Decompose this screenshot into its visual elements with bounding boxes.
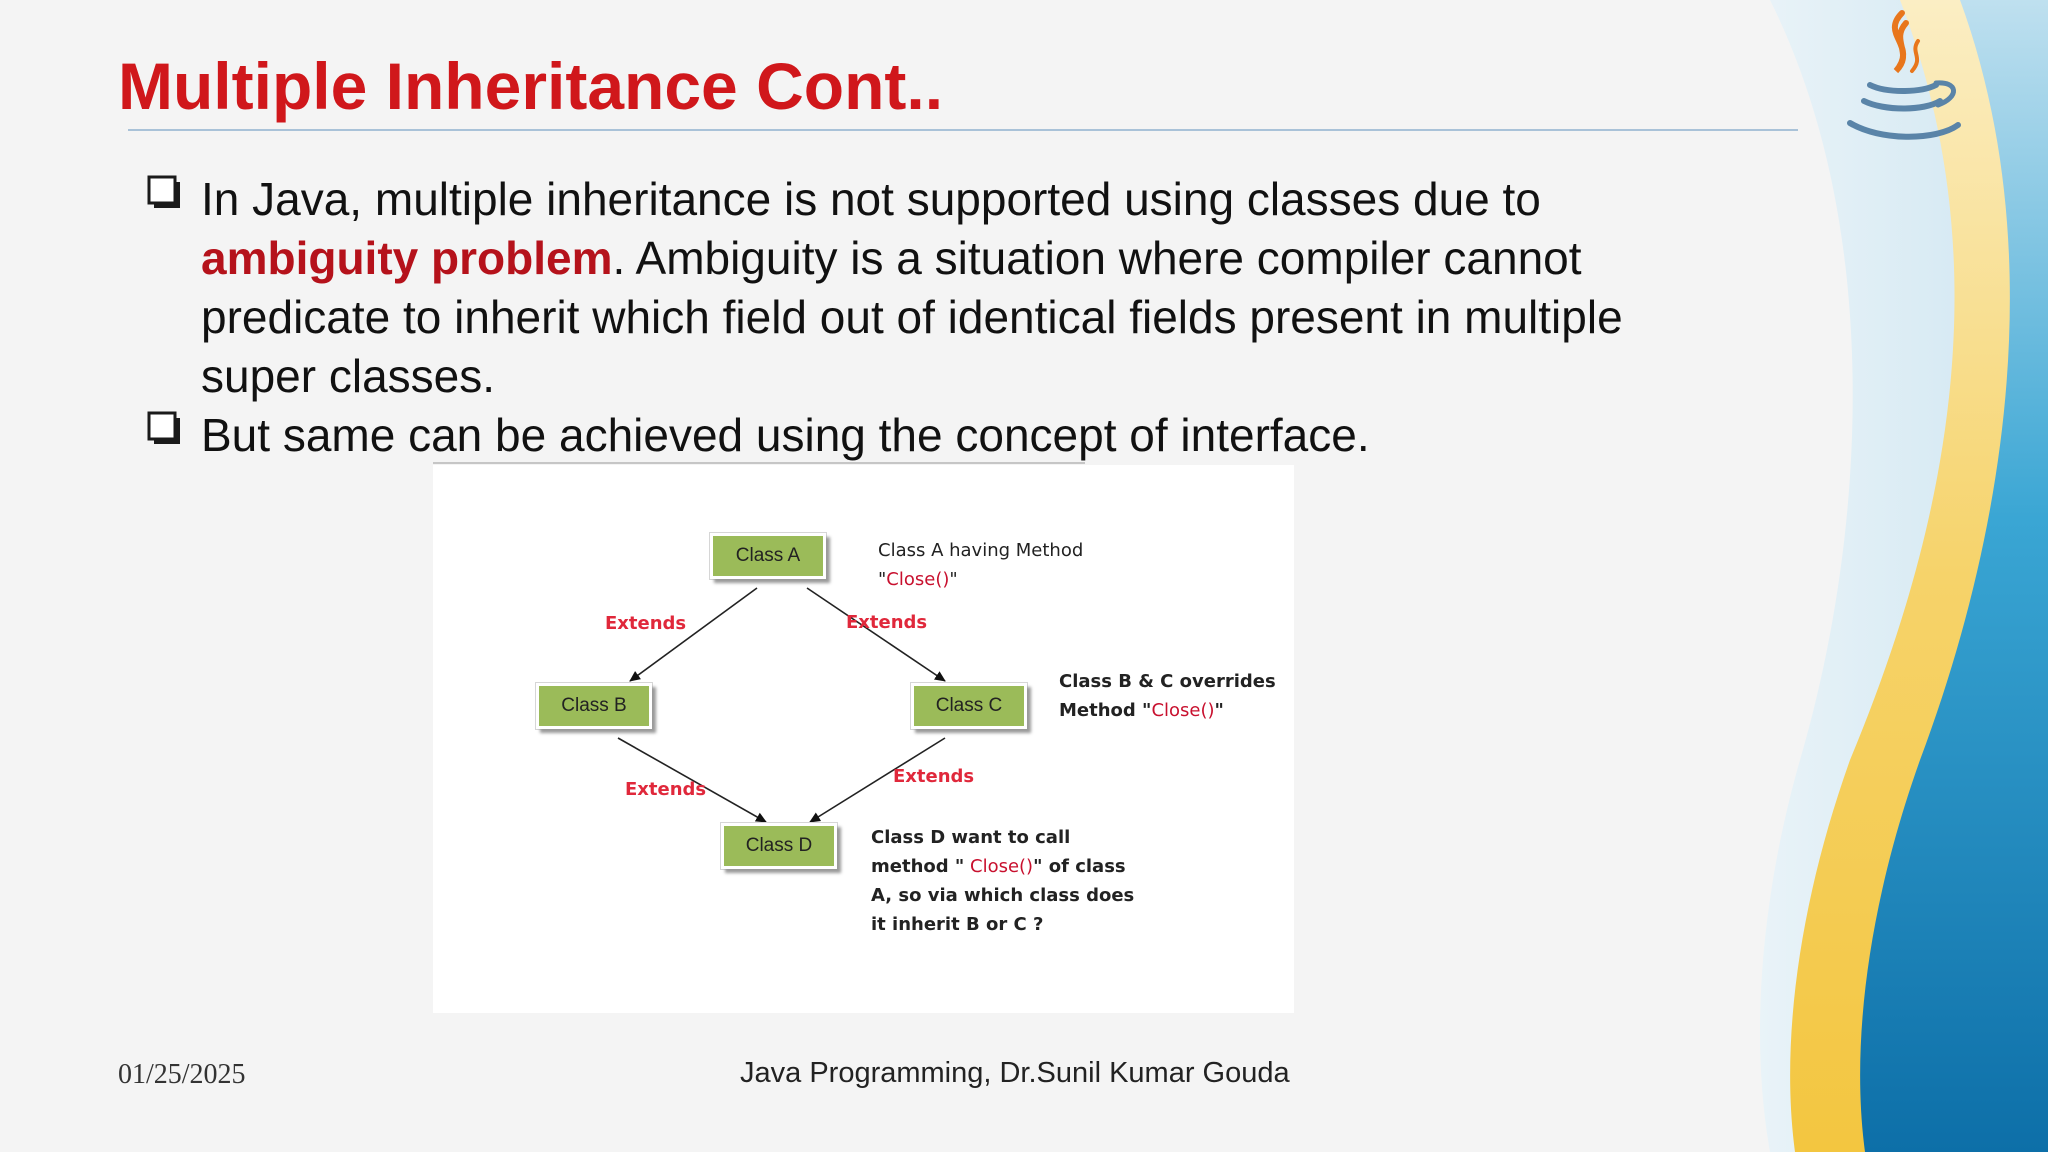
note-quote: " xyxy=(878,569,887,590)
method-name: Close() xyxy=(886,569,950,590)
method-name: Close() xyxy=(1151,700,1215,721)
class-c-box: Class C xyxy=(911,683,1027,729)
note-line xyxy=(878,565,1083,594)
diagram-border xyxy=(433,462,1085,464)
method-name: Close() xyxy=(964,856,1034,877)
footer-title: Java Programming, Dr.Sunil Kumar Gouda xyxy=(740,1057,1290,1089)
edge-label-c-d: Extends xyxy=(893,766,975,787)
checkbox-bullet-icon xyxy=(146,410,186,450)
note-text: " xyxy=(1214,700,1224,721)
note-text: " of class xyxy=(1033,856,1126,877)
bullet-emphasis: ambiguity problem xyxy=(201,232,613,284)
note-line: Class B & C overrides xyxy=(1059,671,1276,692)
edge-label-b-d: Extends xyxy=(625,779,707,800)
arrow-a-to-b xyxy=(630,588,757,681)
note-quote: " xyxy=(949,569,958,590)
diagram-arrows xyxy=(433,465,1294,1013)
note-text: method " xyxy=(871,856,965,877)
slide-title: Multiple Inheritance Cont.. xyxy=(118,49,944,123)
bullet-text: In Java, multiple inheritance is not supported using classes due to xyxy=(201,173,1541,225)
note-line xyxy=(1059,696,1276,725)
title-divider xyxy=(128,129,1798,131)
note-text: Method " xyxy=(1059,700,1152,721)
bullet-text: But same can be achieved using the concept of interface. xyxy=(201,409,1370,461)
note-line: A, so via which class does xyxy=(871,885,1135,906)
bullet-item xyxy=(146,170,1746,406)
bullet-item xyxy=(146,406,1746,465)
class-d-box: Class D xyxy=(721,823,837,869)
note-line: Class D want to call xyxy=(871,827,1071,848)
checkbox-bullet-icon xyxy=(146,174,186,214)
java-logo-icon xyxy=(1840,5,1966,145)
bullet-list xyxy=(146,170,1746,465)
note-class-d xyxy=(871,823,1134,939)
arrow-a-to-c xyxy=(807,588,945,681)
note-line xyxy=(871,852,1134,881)
class-a-box: Class A xyxy=(710,533,826,579)
note-class-b-c xyxy=(1059,667,1276,725)
note-class-a xyxy=(878,536,1083,594)
bullet-text: . Ambiguity is a situation where compiler cannot predicate to inherit which field out of identical fields present in multiple super classes. xyxy=(201,232,1623,402)
edge-label-a-c: Extends xyxy=(846,612,928,633)
note-line: it inherit B or C ? xyxy=(871,914,1044,935)
inheritance-diagram xyxy=(433,465,1294,1013)
edge-label-a-b: Extends xyxy=(605,613,687,634)
footer-date: 01/25/2025 xyxy=(118,1059,246,1090)
note-line: Class A having Method xyxy=(878,540,1084,561)
class-b-box: Class B xyxy=(536,683,652,729)
